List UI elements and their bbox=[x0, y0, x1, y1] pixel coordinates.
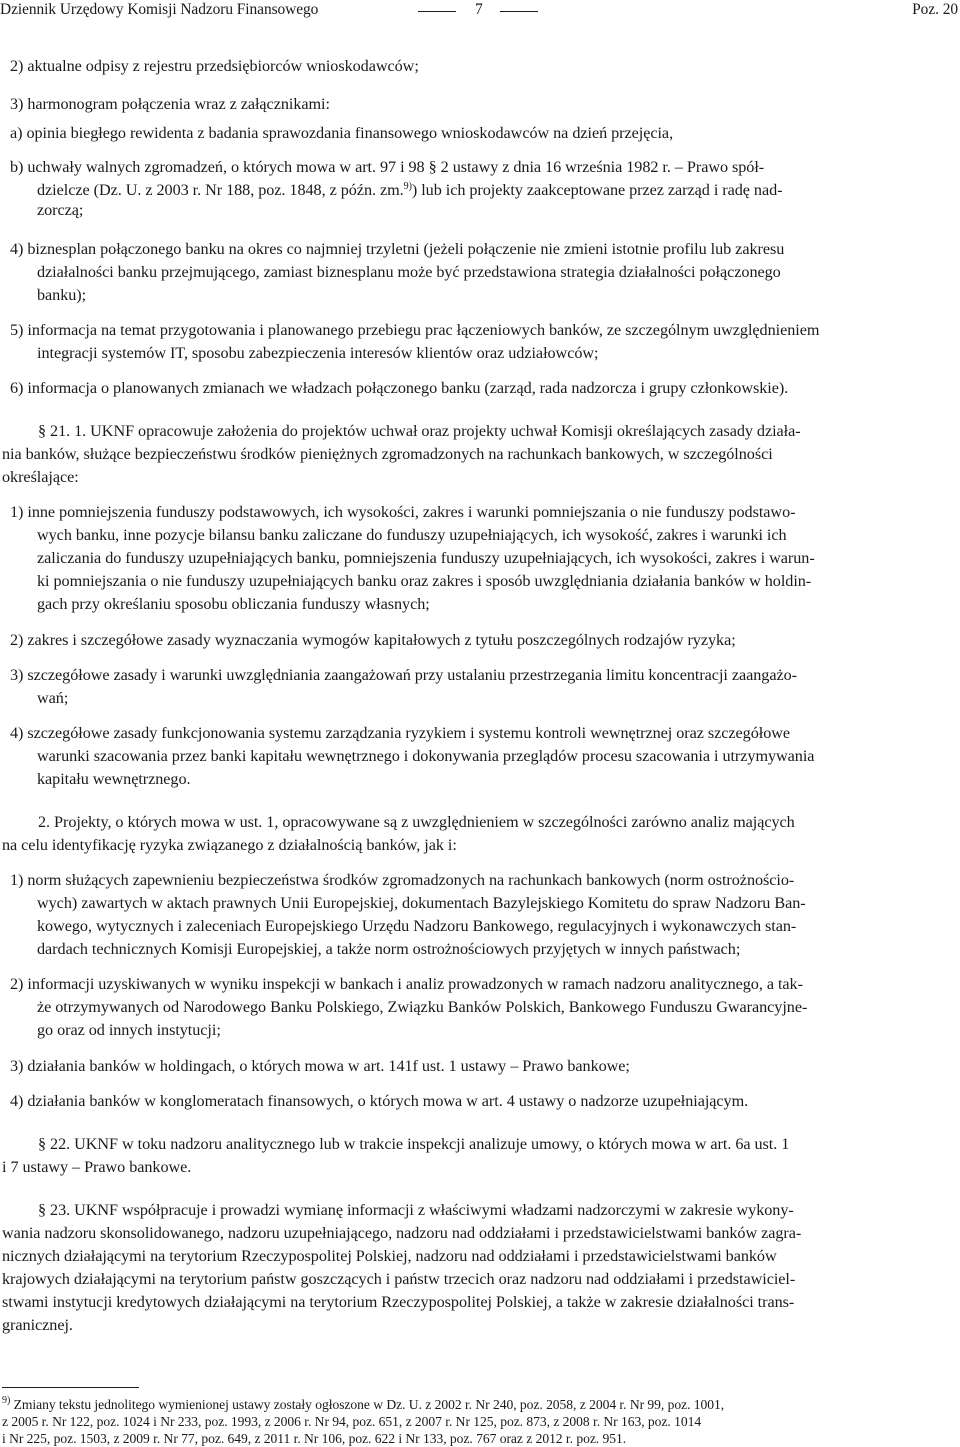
text-line: § 21. 1. UKNF opracowuje założenia do projektów uchwał oraz projekty uchwał Komisji określających zasady działa- bbox=[38, 422, 801, 440]
text-line: 3) działania banków w holdingach, o których mowa w art. 141f ust. 1 ustawy – Prawo bankowe; bbox=[10, 1057, 630, 1075]
text-line: gach przy określaniu sposobu obliczania funduszy własnych; bbox=[37, 595, 430, 613]
text-line: banku); bbox=[37, 286, 87, 304]
text-line: go oraz od innych instytucji; bbox=[37, 1021, 221, 1039]
text-line: granicznej. bbox=[2, 1316, 73, 1334]
text-line: wych) zawartych w aktach prawnych Unii Europejskiej, dokumentach Bazylejskiego Komitetu do spraw Nadzoru Ban- bbox=[37, 894, 806, 912]
text-line: ki pomniejszania o nie funduszy uzupełniających banku oraz zakres i sposób uwzględniania działania banków w holdin- bbox=[37, 572, 812, 590]
text-line: warunki szacowania przez banki kapitału wewnętrznego i dokonywania przeglądów procesu szacowania i utrzymywania bbox=[37, 747, 815, 765]
text-line: 2. Projekty, o których mowa w ust. 1, opracowywane są z uwzględnieniem w szczególności zarówno analiz mających bbox=[38, 813, 795, 831]
page-number-dash-left bbox=[418, 11, 456, 12]
text-line: nia banków, służące bezpieczeństwu środków pieniężnych zgromadzonych na rachunkach bankowych, w szczególności bbox=[2, 445, 773, 463]
text-line: integracji systemów IT, sposobu zabezpieczenia interesów klientów oraz udziałowców; bbox=[37, 344, 599, 362]
footnote-reference: 9) bbox=[403, 181, 412, 192]
text-line: kapitału wewnętrznego. bbox=[37, 770, 191, 788]
text-line: 3) harmonogram połączenia wraz z załącznikami: bbox=[10, 95, 330, 113]
text-line: określające: bbox=[2, 468, 79, 486]
text-line: a) opinia biegłego rewidenta z badania sprawozdania finansowego wnioskodawców na dzień przejęcia, bbox=[10, 124, 674, 142]
text-line: działalności banku przejmującego, zamiast biznesplanu może być przedstawiona strategia działalności połączonego bbox=[37, 263, 781, 281]
text-line: dardach technicznych Komisji Europejskiej, a także norm ostrożnościowych przyjętych w innych państwach; bbox=[37, 940, 741, 958]
text-line: i 7 ustawy – Prawo bankowe. bbox=[2, 1158, 192, 1176]
text-line: b) uchwały walnych zgromadzeń, o których mowa w art. 97 i 98 § 2 ustawy z dnia 16 września 1982 r. – Prawo spół- bbox=[10, 158, 765, 176]
journal-title: Dziennik Urzędowy Komisji Nadzoru Finansowego bbox=[0, 1, 319, 18]
footnote-separator bbox=[2, 1387, 139, 1388]
text-line: krajowych działającymi na terytorium państw goszczących i państw trzecich oraz nadzoru nad oddziałami i przedstawiciel- bbox=[2, 1270, 796, 1288]
text-line: 4) działania banków w konglomeratach finansowych, o których mowa w art. 4 ustawy o nadzorze uzupełniającym. bbox=[10, 1092, 749, 1110]
text-line: 4) szczegółowe zasady funkcjonowania systemu zarządzania ryzykiem i systemu kontroli wewnętrznej oraz szczegółowe bbox=[10, 724, 791, 742]
text-line: nicznych działającymi na terytorium Rzeczypospolitej Polskiej, nadzoru nad oddziałami i przedstawicielstwami banków bbox=[2, 1247, 777, 1265]
text-line: że otrzymywanych od Narodowego Banku Polskiego, Związku Banków Polskich, Bankowego Funduszu Gwarancyjne- bbox=[37, 998, 808, 1016]
text-line: dzielcze (Dz. U. z 2003 r. Nr 188, poz. 1848, z późn. zm.$^{9)}$) lub ich projekty zaakceptowane przez zarząd i radę nad- bbox=[37, 181, 783, 199]
text-line: 1) inne pomniejszenia funduszy podstawowych, ich wysokości, zakres i warunki pomniejszania o nie funduszy podstawo- bbox=[10, 503, 796, 521]
footnote-line: i Nr 225, poz. 1503, z 2009 r. Nr 77, poz. 649, z 2011 r. Nr 106, poz. 622 i Nr 133, poz. 767 oraz z 2012 r. poz. 951. bbox=[2, 1431, 627, 1446]
page-number-dash-right bbox=[500, 11, 538, 12]
text-line: zorczą; bbox=[37, 201, 84, 219]
footnote-marker: 9) bbox=[2, 1395, 11, 1406]
text-line: wania nadzoru skonsolidowanego, nadzoru uzupełniającego, nadzoru nad oddziałami i przedstawicielstwami banków zagra- bbox=[2, 1224, 802, 1242]
position-number: Poz. 20 bbox=[912, 1, 958, 18]
text-line: wych banku, inne pozycje bilansu banku zaliczane do funduszy uzupełniających, ich wysokość, zakres i warunki ich bbox=[37, 526, 787, 544]
text-line: 2) aktualne odpisy z rejestru przedsiębiorców wnioskodawców; bbox=[10, 57, 419, 75]
text-line: stwami instytucji kredytowych działającymi na terytorium Rzeczypospolitej Polskiej, a także w zakresie działalności trans- bbox=[2, 1293, 795, 1311]
text-line: 2) informacji uzyskiwanych w wyniku inspekcji w bankach i analiz prowadzonych w ramach nadzoru analitycznego, a tak- bbox=[10, 975, 803, 993]
text-line: wań; bbox=[37, 689, 69, 707]
text-line: § 22. UKNF w toku nadzoru analitycznego lub w trakcie inspekcji analizuje umowy, o których mowa w art. 6a ust. 1 bbox=[38, 1135, 790, 1153]
text-line: zaliczania do funduszy uzupełniających banku, pomniejszenia funduszy uzupełniających, ich wysokości, zakres i warun- bbox=[37, 549, 815, 567]
page-number: 7 bbox=[475, 1, 483, 18]
text-line: 1) norm służących zapewnieniu bezpieczeństwa środków zgromadzonych na rachunkach bankowych (norm ostrożnościo- bbox=[10, 871, 795, 889]
text-line: 6) informacja o planowanych zmianach we władzach połączonego banku (zarząd, rada nadzorcza i grupy członkowskie). bbox=[10, 379, 789, 397]
text-line: 2) zakres i szczegółowe zasady wyznaczania wymogów kapitałowych z tytułu poszczególnych rodzajów ryzyka; bbox=[10, 631, 736, 649]
text-line: 3) szczegółowe zasady i warunki uwzględniania zaangażowań przy ustalaniu przestrzegania limitu koncentracji zaangażo- bbox=[10, 666, 797, 684]
text-line: 4) biznesplan połączonego banku na okres co najmniej trzyletni (jeżeli połączenie nie zmieni istotnie profilu lub zakresu bbox=[10, 240, 785, 258]
footnote-line: $^{9)}$ Zmiany tekstu jednolitego wymienionej ustawy zostały ogłoszone w Dz. U. z 2002 r. Nr 240, poz. 2058, z 2004 r. Nr 99, poz. 1001, bbox=[2, 1395, 725, 1412]
text-line: 5) informacja na temat przygotowania i planowanego przebiegu prac łączeniowych banków, ze szczególnym uwzględnieniem bbox=[10, 321, 820, 339]
text-line: kowego, wytycznych i zaleceniach Europejskiego Urzędu Nadzoru Bankowego, regulacyjnych i wykonawczych stan- bbox=[37, 917, 797, 935]
footnote-line: z 2005 r. Nr 122, poz. 1024 i Nr 233, poz. 1993, z 2006 r. Nr 94, poz. 651, z 2007 r. Nr 125, poz. 873, z 2008 r. Nr 163, poz. 1014 bbox=[2, 1414, 702, 1429]
text-line: na celu identyfikację ryzyka związanego z działalnością banków, jak i: bbox=[2, 836, 457, 854]
text-line: § 23. UKNF współpracuje i prowadzi wymianę informacji z właściwymi władzami nadzorczymi w zakresie wykony- bbox=[38, 1201, 794, 1219]
